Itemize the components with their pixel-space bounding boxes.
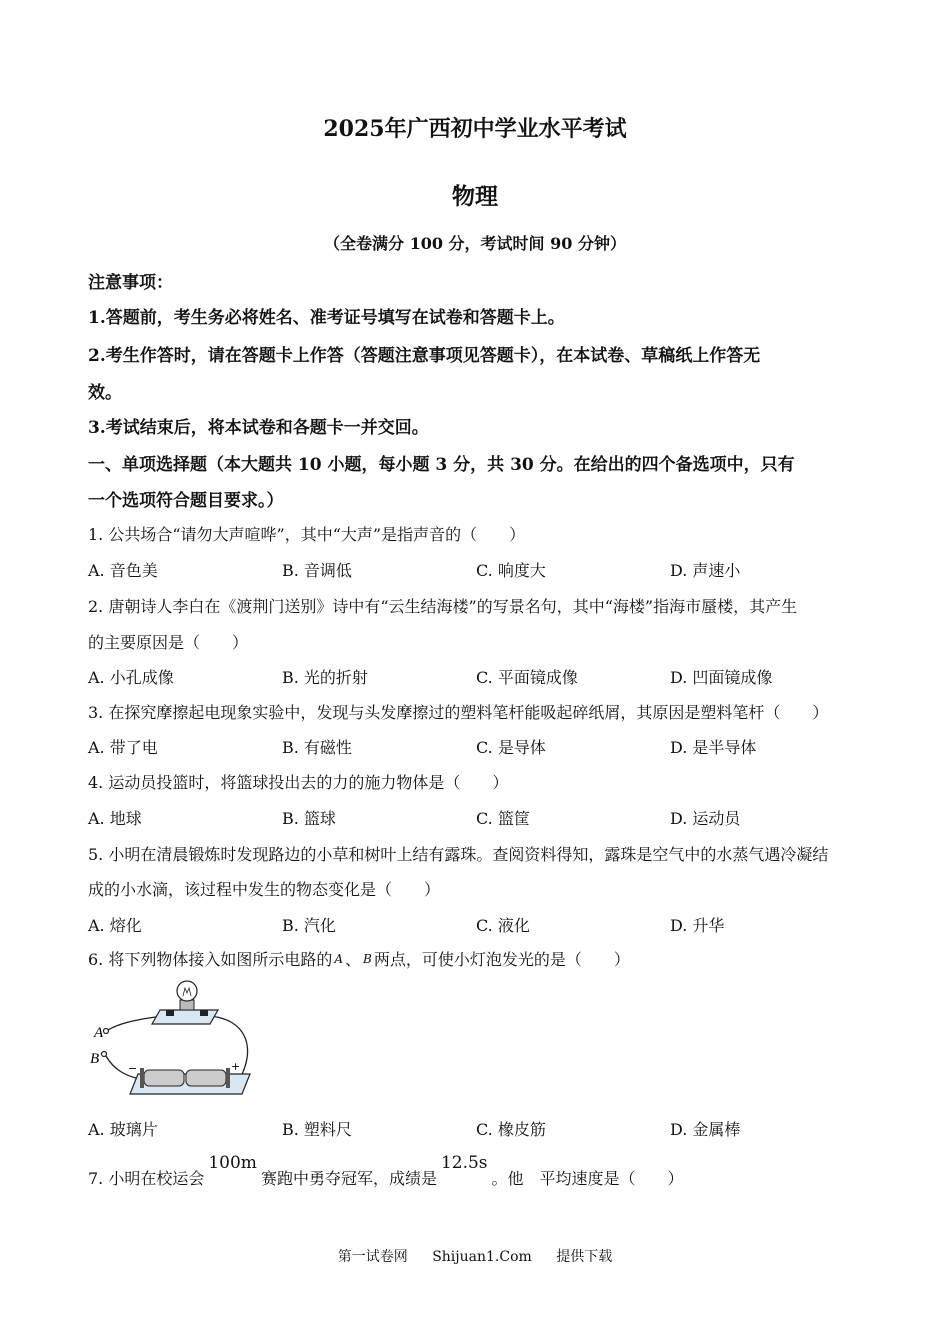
point-b-figure-label: B bbox=[90, 1051, 100, 1067]
question-7 bbox=[88, 1153, 862, 1189]
point-a-figure-label: A bbox=[94, 1025, 104, 1041]
question-3: 3. 在探究摩擦起电现象实验中，发现与头发摩擦过的塑料笔杆能吸起碎纸屑，其原因是塑料笔杆（ ） bbox=[88, 703, 829, 722]
option-a: A. 音色美 bbox=[88, 561, 158, 580]
option-d: D. 凹面镜成像 bbox=[670, 668, 773, 687]
battery-cell-2 bbox=[186, 1070, 226, 1086]
option-d: D. 运动员 bbox=[670, 809, 741, 828]
lamp-terminal-right bbox=[200, 1010, 208, 1016]
option-a: A. 熔化 bbox=[88, 916, 142, 935]
question-7-text-c: 。他 平均速度是（ ） bbox=[491, 1169, 684, 1188]
lamp-terminal-left bbox=[166, 1010, 174, 1016]
option-c: C. 是导体 bbox=[476, 738, 546, 757]
time-value: 12.5s bbox=[440, 1153, 488, 1173]
notice-item-2: 2.考生作答时，请在答题卡上作答（答题注意事项见答题卡），在本试卷、草稿纸上作答无 bbox=[88, 346, 761, 366]
option-b: B. 篮球 bbox=[282, 809, 336, 828]
option-a: A. 玻璃片 bbox=[88, 1120, 158, 1139]
footer-download-note: 提供下载 bbox=[556, 1249, 613, 1265]
notice-heading: 注意事项： bbox=[88, 273, 173, 293]
option-c: C. 篮筐 bbox=[476, 809, 530, 828]
question-6 bbox=[88, 947, 862, 970]
footer-site-url: Shijuan1.Com bbox=[432, 1249, 532, 1265]
option-c: C. 橡皮筋 bbox=[476, 1120, 546, 1139]
separator: 、 bbox=[345, 950, 362, 969]
notice-item-3: 3.考试结束后，将本试卷和各题卡一并交回。 bbox=[88, 418, 429, 438]
option-c: C. 液化 bbox=[476, 916, 530, 935]
plus-sign: + bbox=[231, 1060, 241, 1073]
battery-cell-1 bbox=[144, 1070, 184, 1086]
battery-terminal-minus bbox=[140, 1068, 144, 1088]
notice-item-1: 1.答题前，考生务必将姓名、准考证号填写在试卷和答题卡上。 bbox=[88, 308, 565, 328]
option-b: B. 光的折射 bbox=[282, 668, 368, 687]
option-d: D. 升华 bbox=[670, 916, 725, 935]
option-d: D. 金属棒 bbox=[670, 1120, 741, 1139]
question-1: 1. 公共场合“请勿大声喧哗”，其中“大声”是指声音的（ ） bbox=[88, 525, 526, 544]
question-5: 5. 小明在清晨锻炼时发现路边的小草和树叶上结有露珠。查阅资料得知，露珠是空气中的水蒸气遇冷凝结 bbox=[88, 845, 829, 864]
question-2: 2. 唐朝诗人李白在《渡荆门送别》诗中有“云生结海楼”的写景名句，其中“海楼”指海市蜃楼，其产生 bbox=[88, 597, 798, 616]
option-b: B. 汽化 bbox=[282, 916, 336, 935]
option-b: B. 音调低 bbox=[282, 561, 352, 580]
distance-value: 100m bbox=[208, 1153, 257, 1173]
option-a: A. 小孔成像 bbox=[88, 668, 174, 687]
lamp-base bbox=[152, 1010, 218, 1024]
point-b-label: B bbox=[363, 952, 372, 966]
option-c: C. 响度大 bbox=[476, 561, 546, 580]
footer-site-name: 第一试卷网 bbox=[337, 1249, 408, 1265]
option-a: A. 带了电 bbox=[88, 738, 158, 757]
question-6-text-b: 两点，可使小灯泡发光的是（ ） bbox=[373, 950, 630, 969]
minus-sign: − bbox=[128, 1062, 138, 1075]
option-d: D. 是半导体 bbox=[670, 738, 757, 757]
option-b: B. 有磁性 bbox=[282, 738, 352, 757]
question-2-cont: 的主要原因是（ ） bbox=[88, 633, 249, 652]
point-a bbox=[104, 1029, 109, 1034]
option-b: B. 塑料尺 bbox=[282, 1120, 352, 1139]
question-4: 4. 运动员投篮时，将篮球投出去的力的施力物体是（ ） bbox=[88, 773, 509, 792]
option-c: C. 平面镜成像 bbox=[476, 668, 578, 687]
section-heading-cont: 一个选项符合题目要求。） bbox=[88, 491, 284, 511]
question-6-text-a: 6. 将下列物体接入如图所示电路的 bbox=[88, 950, 333, 969]
exam-info: （全卷满分 100 分，考试时间 90 分钟） bbox=[324, 234, 626, 253]
circuit-diagram bbox=[86, 978, 262, 1108]
subject-title: 物理 bbox=[452, 183, 498, 210]
point-b bbox=[102, 1052, 107, 1057]
question-5-cont: 成的小水滴，该过程中发生的物态变化是（ ） bbox=[88, 880, 441, 899]
question-7-text-b: 赛跑中勇夺冠军，成绩是 bbox=[260, 1169, 437, 1188]
notice-item-2-cont: 效。 bbox=[88, 383, 122, 403]
bulb-icon bbox=[177, 981, 197, 1001]
question-7-text-a: 7. 小明在校运会 bbox=[88, 1169, 205, 1188]
battery-terminal-plus bbox=[226, 1068, 230, 1088]
page-footer bbox=[0, 1246, 950, 1266]
point-a-label: A bbox=[334, 952, 344, 966]
exam-title: 2025年广西初中学业水平考试 bbox=[323, 116, 627, 142]
option-a: A. 地球 bbox=[88, 809, 142, 828]
option-d: D. 声速小 bbox=[670, 561, 741, 580]
section-heading: 一、单项选择题（本大题共 10 小题，每小题 3 分，共 30 分。在给出的四个备选项中，只有 bbox=[88, 455, 795, 475]
